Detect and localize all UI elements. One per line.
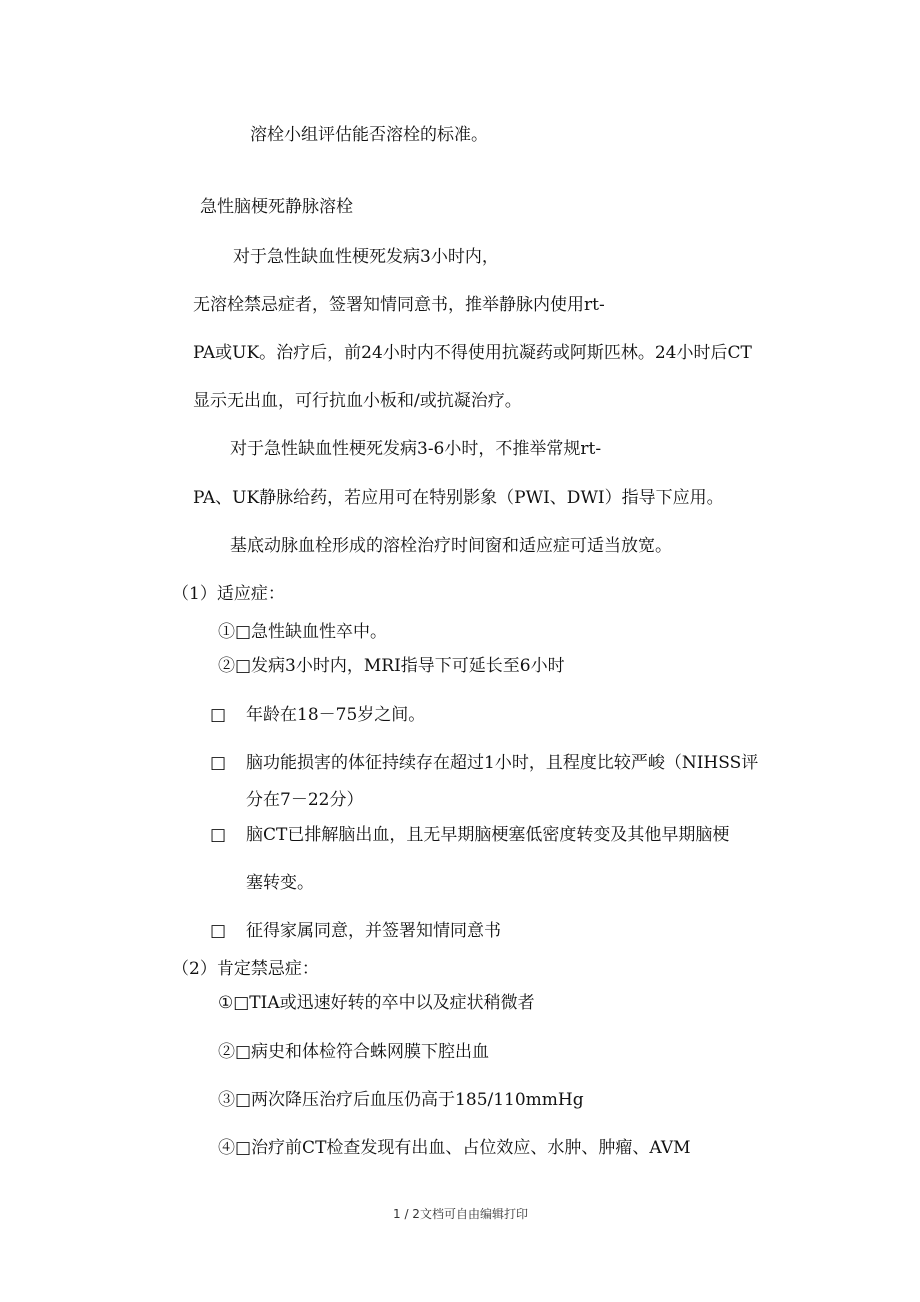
list-item: 分在7－22分） — [246, 790, 364, 810]
indications-heading: （1）适应症： — [172, 584, 285, 604]
list-item: 征得家属同意，并签署知情同意书 — [246, 921, 501, 941]
section-heading: 急性脑梗死静脉溶栓 — [200, 197, 353, 217]
list-item: 脑功能损害的体征持续存在超过1小时，且程度比较严峻（NIHSS评 — [246, 753, 759, 773]
list-item: ①□TIA或迅速好转的卒中以及症状稍微者 — [218, 993, 535, 1013]
paragraph-line: 显示无出血，可行抗血小板和/或抗凝治疗。 — [193, 391, 522, 411]
paragraph-line: PA、UK静脉给药，若应用可在特别影象（PWI、DWI）指导下应用。 — [193, 488, 724, 508]
paragraph-line: 对于急性缺血性梗死发病3-6小时，不推举常规rt- — [230, 439, 602, 459]
page-footer: 1 / 2文档可自由编辑打印 — [393, 1207, 528, 1221]
list-item: 脑CT已排解脑出血，且无早期脑梗塞低密度转变及其他早期脑梗 — [246, 825, 730, 845]
list-item: 年龄在18－75岁之间。 — [246, 705, 426, 725]
paragraph-line: 对于急性缺血性梗死发病3小时内， — [233, 247, 499, 267]
list-item: ②□病史和体检符合蛛网膜下腔出血 — [218, 1042, 490, 1062]
bullet-box: □ — [210, 705, 227, 725]
contraindications-heading: （2）肯定禁忌症： — [172, 959, 319, 979]
paragraph-line: PA或UK。治疗后，前24小时内不得使用抗凝药或阿斯匹林。24小时后CT — [193, 343, 752, 363]
paragraph-line: 无溶栓禁忌症者，签署知情同意书，推举静脉内使用rt- — [193, 295, 605, 315]
list-item: ②□发病3小时内，MRI指导下可延长至6小时 — [218, 656, 565, 676]
list-item: ③□两次降压治疗后血压仍高于185/110mmHg — [218, 1090, 584, 1110]
bullet-box: □ — [210, 825, 227, 845]
bullet-box: □ — [210, 921, 227, 941]
list-item: ①□急性缺血性卒中。 — [218, 622, 388, 642]
paragraph-line: 基底动脉血栓形成的溶栓治疗时间窗和适应症可适当放宽。 — [230, 536, 672, 556]
list-item: 塞转变。 — [246, 873, 314, 893]
bullet-box: □ — [210, 753, 227, 773]
list-item: ④□治疗前CT检查发现有出血、占位效应、水肿、肿瘤、AVM — [218, 1138, 691, 1158]
title-line: 溶栓小组评估能否溶栓的标准。 — [250, 125, 488, 145]
